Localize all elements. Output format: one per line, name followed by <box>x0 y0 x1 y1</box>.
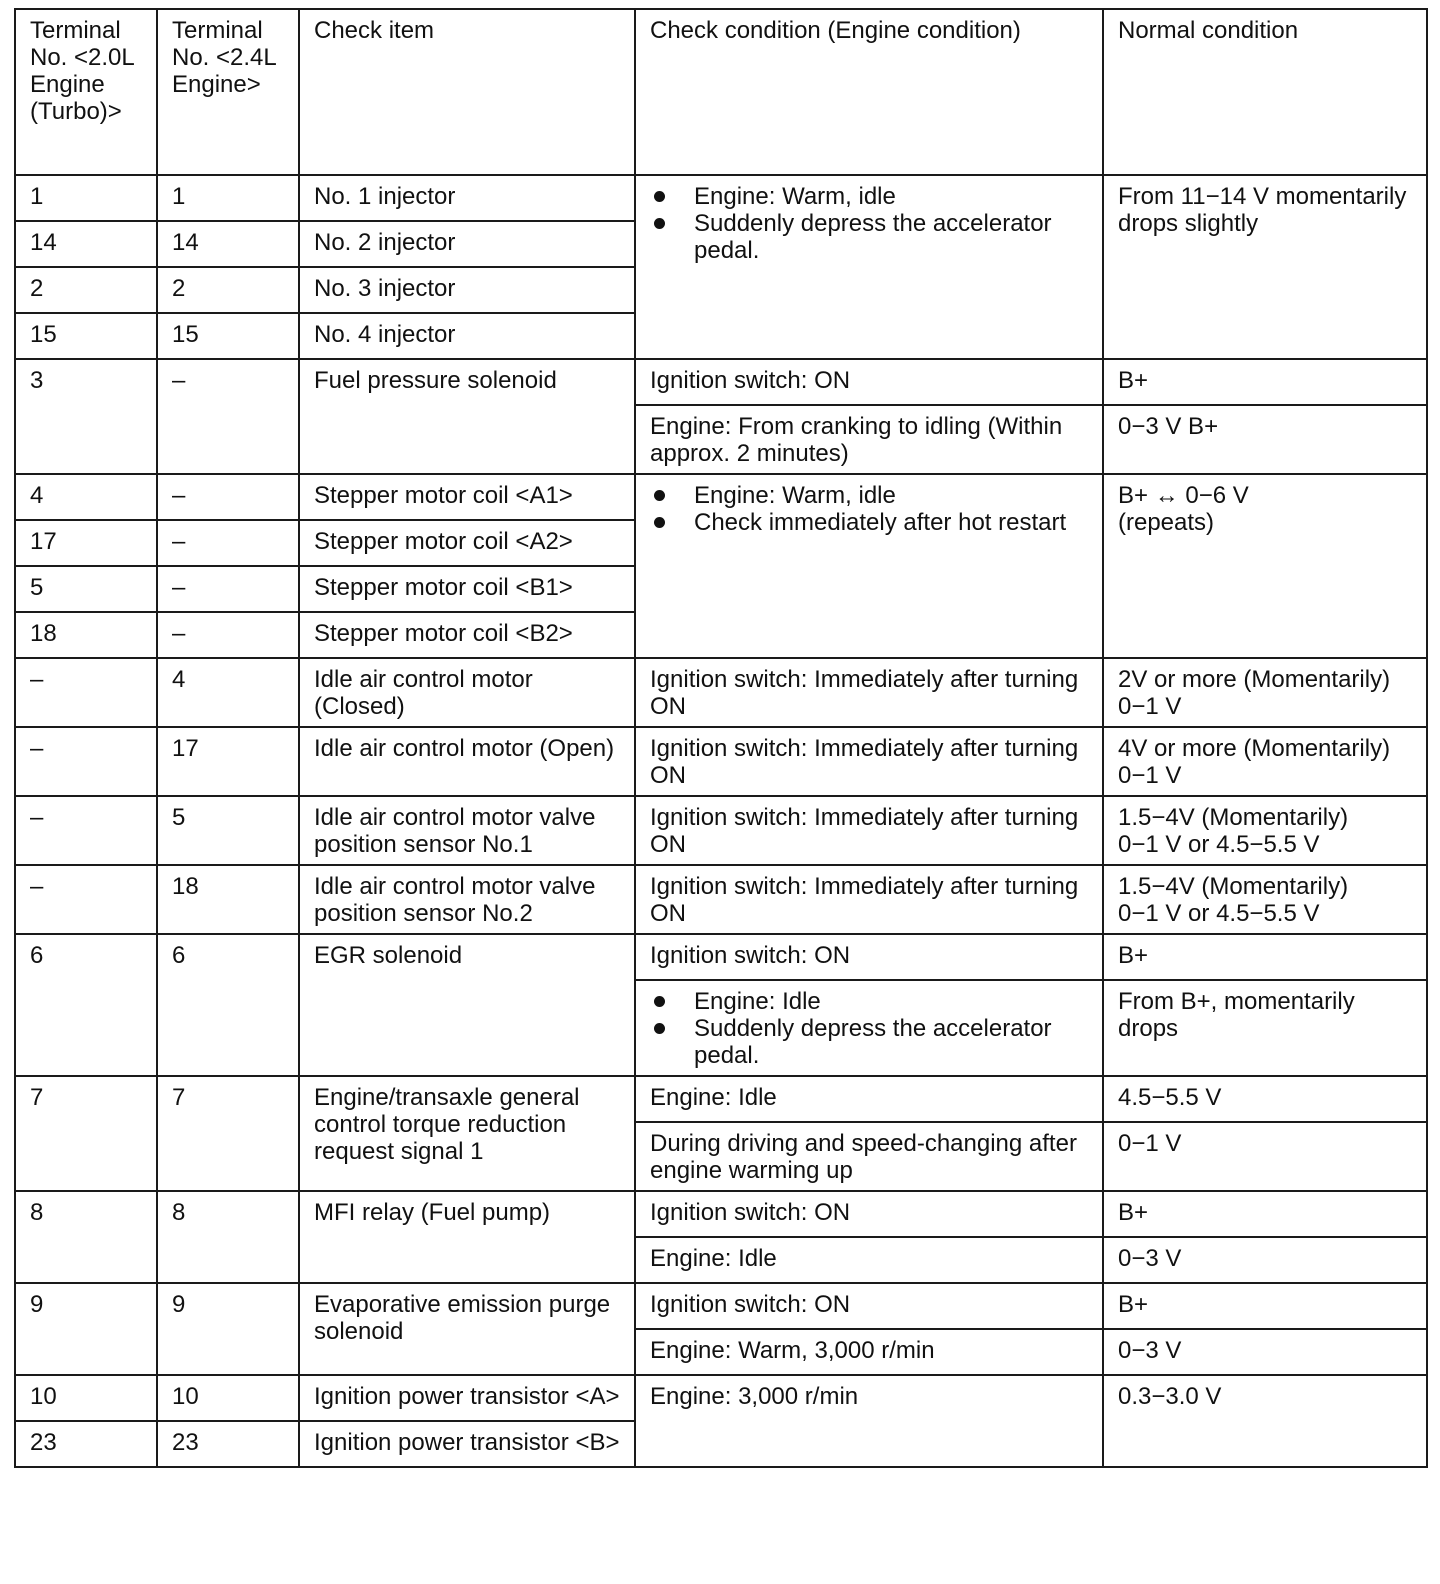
table-row <box>15 865 1427 934</box>
check-condition-cell: Engine: From cranking to idling (Within approx. 2 minutes) <box>635 405 1103 474</box>
check-condition-cell: Ignition switch: Immediately after turning ON <box>635 658 1103 727</box>
terminal-2-4l-cell: 15 <box>157 313 299 359</box>
table-row <box>15 1076 1427 1122</box>
terminal-2-0l-cell: – <box>15 796 157 865</box>
check-item-cell: Stepper motor coil <B2> <box>299 612 635 658</box>
terminal-2-4l-cell: – <box>157 474 299 520</box>
condition-bullet: Engine: Idle <box>650 988 1088 1015</box>
normal-condition-cell: 4V or more (Momentarily) 0−1 V <box>1103 727 1427 796</box>
header-terminal-2-0l: Terminal No. <2.0L Engine (Turbo)> <box>15 9 157 175</box>
table-row <box>15 1375 1427 1421</box>
terminal-2-4l-cell: – <box>157 566 299 612</box>
check-condition-cell: Ignition switch: Immediately after turning ON <box>635 796 1103 865</box>
condition-bullet: Suddenly depress the accelerator pedal. <box>650 1015 1088 1069</box>
table-row <box>15 474 1427 520</box>
condition-bullet-list <box>650 482 1088 536</box>
terminal-2-0l-cell: 7 <box>15 1076 157 1191</box>
check-condition-cell: Engine: 3,000 r/min <box>635 1375 1103 1467</box>
normal-condition-cell: B+ <box>1103 934 1427 980</box>
terminal-2-4l-cell: – <box>157 612 299 658</box>
normal-condition-cell: B+ <box>1103 359 1427 405</box>
check-item-cell: Stepper motor coil <A1> <box>299 474 635 520</box>
terminal-2-4l-cell: 6 <box>157 934 299 1076</box>
check-item-cell: Idle air control motor (Closed) <box>299 658 635 727</box>
check-item-cell: Stepper motor coil <B1> <box>299 566 635 612</box>
terminal-2-4l-cell: 14 <box>157 221 299 267</box>
condition-bullet-list <box>650 183 1088 264</box>
terminal-2-4l-cell: – <box>157 520 299 566</box>
terminal-2-4l-cell: 18 <box>157 865 299 934</box>
normal-condition-cell: 1.5−4V (Momentarily) 0−1 V or 4.5−5.5 V <box>1103 865 1427 934</box>
normal-condition-cell: 0.3−3.0 V <box>1103 1375 1427 1467</box>
check-item-cell: MFI relay (Fuel pump) <box>299 1191 635 1283</box>
table-row <box>15 359 1427 405</box>
terminal-2-4l-cell: 1 <box>157 175 299 221</box>
normal-condition-cell: From 11−14 V momentarily drops slightly <box>1103 175 1427 359</box>
check-item-cell: Ignition power transistor <A> <box>299 1375 635 1421</box>
terminal-2-0l-cell: 4 <box>15 474 157 520</box>
terminal-2-0l-cell: – <box>15 727 157 796</box>
table-row <box>15 727 1427 796</box>
terminal-2-4l-cell: 17 <box>157 727 299 796</box>
terminal-2-4l-cell: – <box>157 359 299 474</box>
check-condition-cell: Ignition switch: ON <box>635 359 1103 405</box>
terminal-2-0l-cell: 23 <box>15 1421 157 1467</box>
table-row <box>15 796 1427 865</box>
table-row <box>15 175 1427 221</box>
terminal-2-4l-cell: 8 <box>157 1191 299 1283</box>
normal-condition-cell: B+ <box>1103 1191 1427 1237</box>
check-item-cell: EGR solenoid <box>299 934 635 1076</box>
terminal-2-4l-cell: 2 <box>157 267 299 313</box>
table-row <box>15 934 1427 980</box>
normal-condition-cell: 0−3 V <box>1103 1329 1427 1375</box>
terminal-2-0l-cell: 1 <box>15 175 157 221</box>
normal-condition-cell: 0−3 V B+ <box>1103 405 1427 474</box>
check-condition-cell: Ignition switch: Immediately after turning ON <box>635 865 1103 934</box>
condition-bullet: Suddenly depress the accelerator pedal. <box>650 210 1088 264</box>
check-condition-cell: During driving and speed-changing after engine warming up <box>635 1122 1103 1191</box>
terminal-2-4l-cell: 10 <box>157 1375 299 1421</box>
check-condition-cell <box>635 474 1103 658</box>
condition-bullet: Check immediately after hot restart <box>650 509 1088 536</box>
terminal-2-0l-cell: 8 <box>15 1191 157 1283</box>
check-condition-cell: Ignition switch: ON <box>635 1283 1103 1329</box>
terminal-2-0l-cell: 3 <box>15 359 157 474</box>
check-condition-cell: Ignition switch: ON <box>635 934 1103 980</box>
terminal-2-0l-cell: 9 <box>15 1283 157 1375</box>
terminal-2-0l-cell: 18 <box>15 612 157 658</box>
terminal-2-0l-cell: 17 <box>15 520 157 566</box>
check-item-cell: Evaporative emission purge solenoid <box>299 1283 635 1375</box>
normal-condition-cell: B+ ↔ 0−6 V (repeats) <box>1103 474 1427 658</box>
check-item-cell: Fuel pressure solenoid <box>299 359 635 474</box>
terminal-2-4l-cell: 5 <box>157 796 299 865</box>
terminal-2-0l-cell: – <box>15 658 157 727</box>
check-item-cell: Idle air control motor valve position sensor No.2 <box>299 865 635 934</box>
terminal-check-table <box>14 8 1428 1468</box>
check-item-cell: Idle air control motor valve position sensor No.1 <box>299 796 635 865</box>
normal-condition-cell: 0−3 V <box>1103 1237 1427 1283</box>
check-item-cell: Ignition power transistor <B> <box>299 1421 635 1467</box>
header-normal-condition: Normal condition <box>1103 9 1427 175</box>
check-item-cell: Stepper motor coil <A2> <box>299 520 635 566</box>
terminal-2-0l-cell: 14 <box>15 221 157 267</box>
check-condition-cell: Engine: Idle <box>635 1076 1103 1122</box>
terminal-2-0l-cell: – <box>15 865 157 934</box>
check-item-cell: No. 2 injector <box>299 221 635 267</box>
check-item-cell: No. 1 injector <box>299 175 635 221</box>
condition-bullet: Engine: Warm, idle <box>650 183 1088 210</box>
header-check-condition: Check condition (Engine condition) <box>635 9 1103 175</box>
check-item-cell: Engine/transaxle general control torque reduction request signal 1 <box>299 1076 635 1191</box>
check-condition-cell: Ignition switch: ON <box>635 1191 1103 1237</box>
check-item-cell: No. 4 injector <box>299 313 635 359</box>
table-row <box>15 658 1427 727</box>
check-condition-cell: Engine: Warm, 3,000 r/min <box>635 1329 1103 1375</box>
terminal-2-0l-cell: 10 <box>15 1375 157 1421</box>
check-condition-cell <box>635 175 1103 359</box>
normal-condition-cell: 0−1 V <box>1103 1122 1427 1191</box>
check-condition-cell: Ignition switch: Immediately after turning ON <box>635 727 1103 796</box>
normal-condition-cell: 1.5−4V (Momentarily) 0−1 V or 4.5−5.5 V <box>1103 796 1427 865</box>
terminal-2-0l-cell: 15 <box>15 313 157 359</box>
normal-condition-cell: From B+, momentarily drops <box>1103 980 1427 1076</box>
header-row <box>15 9 1427 175</box>
check-condition-cell <box>635 980 1103 1076</box>
condition-bullet-list <box>650 988 1088 1069</box>
condition-bullet: Engine: Warm, idle <box>650 482 1088 509</box>
normal-condition-cell: 2V or more (Momentarily) 0−1 V <box>1103 658 1427 727</box>
terminal-2-0l-cell: 5 <box>15 566 157 612</box>
normal-condition-cell: B+ <box>1103 1283 1427 1329</box>
table-row <box>15 1283 1427 1329</box>
check-item-cell: No. 3 injector <box>299 267 635 313</box>
terminal-2-4l-cell: 9 <box>157 1283 299 1375</box>
terminal-2-4l-cell: 23 <box>157 1421 299 1467</box>
terminal-2-4l-cell: 4 <box>157 658 299 727</box>
normal-condition-cell: 4.5−5.5 V <box>1103 1076 1427 1122</box>
terminal-2-0l-cell: 2 <box>15 267 157 313</box>
check-condition-cell: Engine: Idle <box>635 1237 1103 1283</box>
table-body <box>15 175 1427 1467</box>
table-row <box>15 1191 1427 1237</box>
terminal-2-0l-cell: 6 <box>15 934 157 1076</box>
header-check-item: Check item <box>299 9 635 175</box>
terminal-2-4l-cell: 7 <box>157 1076 299 1191</box>
header-terminal-2-4l: Terminal No. <2.4L Engine> <box>157 9 299 175</box>
check-item-cell: Idle air control motor (Open) <box>299 727 635 796</box>
